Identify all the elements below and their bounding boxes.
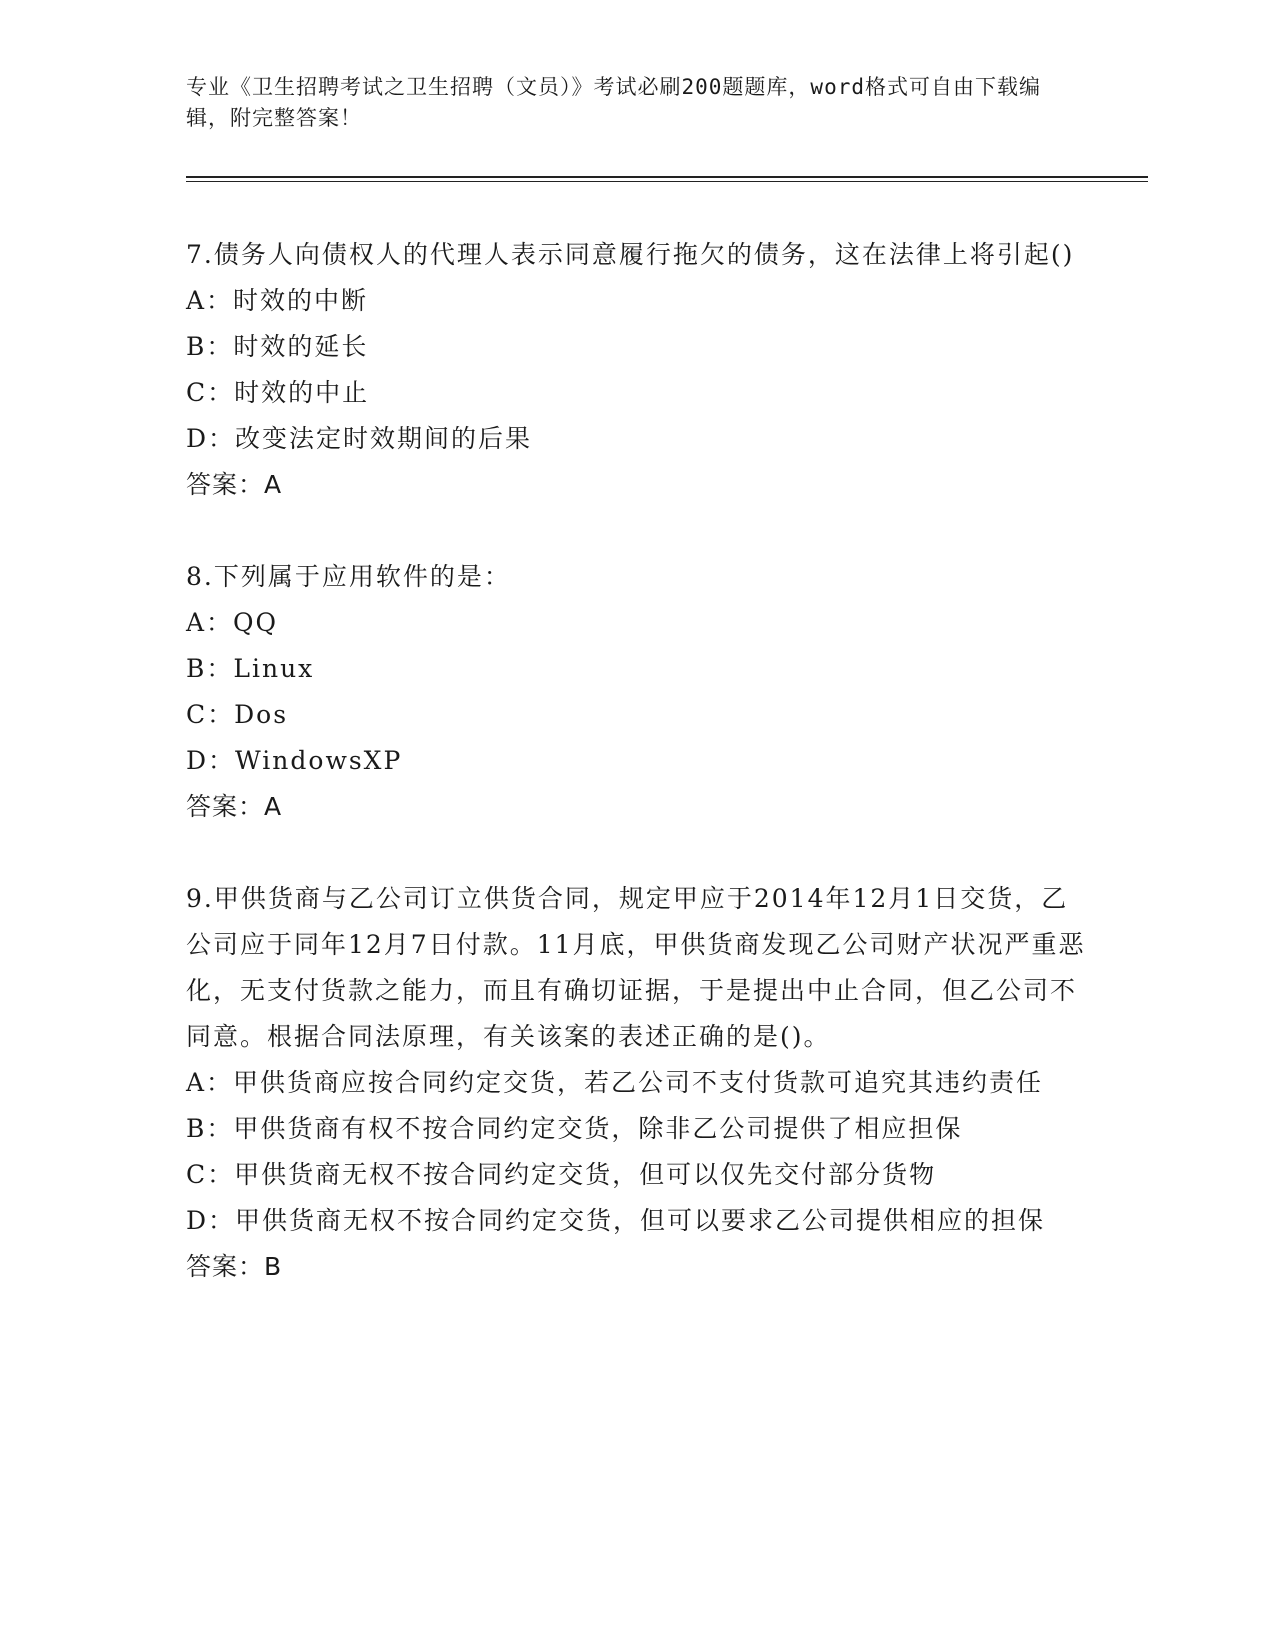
question-text: 9.甲供货商与乙公司订立供货合同，规定甲应于2014年12月1日交货，乙公司应于同年12月7日付款。11月底，甲供货商发现乙公司财产状况严重恶化，无支付货款之能力，而且有确切证据，于是提出中止合同，但乙公司不同意。根据合同法原理，有关该案的表述正确的是()。: [186, 884, 1086, 1051]
option-c: C：时效的中止: [186, 378, 370, 407]
question-list: [186, 232, 1086, 1336]
question-8: [186, 554, 1086, 830]
option-a: A：QQ: [186, 608, 279, 637]
option-d: D：改变法定时效期间的后果: [186, 424, 533, 453]
header-divider-thick: [186, 176, 1148, 178]
option-b: B：时效的延长: [186, 332, 369, 361]
document-header: 专业《卫生招聘考试之卫生招聘（文员）》考试必刷200题题库，word格式可自由下载编辑，附完整答案！: [186, 75, 1041, 130]
header-divider-thin: [186, 181, 1148, 182]
option-d: D：WindowsXP: [186, 746, 403, 775]
question-text: 7.债务人向债权人的代理人表示同意履行拖欠的债务，这在法律上将引起(): [186, 240, 1075, 269]
option-c: C：甲供货商无权不按合同约定交货，但可以仅先交付部分货物: [186, 1160, 937, 1189]
answer-text: 答案：A: [186, 792, 283, 821]
option-c: C：Dos: [186, 700, 289, 729]
option-d: D：甲供货商无权不按合同约定交货，但可以要求乙公司提供相应的担保: [186, 1206, 1046, 1235]
answer-text: 答案：B: [186, 1252, 283, 1281]
option-b: B：甲供货商有权不按合同约定交货，除非乙公司提供了相应担保: [186, 1114, 963, 1143]
answer-text: 答案：A: [186, 470, 283, 499]
option-b: B：Linux: [186, 654, 315, 683]
question-7: [186, 232, 1086, 508]
option-a: A：甲供货商应按合同约定交货，若乙公司不支付货款可追究其违约责任: [186, 1068, 1044, 1097]
question-text: 8.下列属于应用软件的是：: [186, 562, 511, 591]
question-9: [186, 876, 1086, 1290]
option-a: A：时效的中断: [186, 286, 369, 315]
